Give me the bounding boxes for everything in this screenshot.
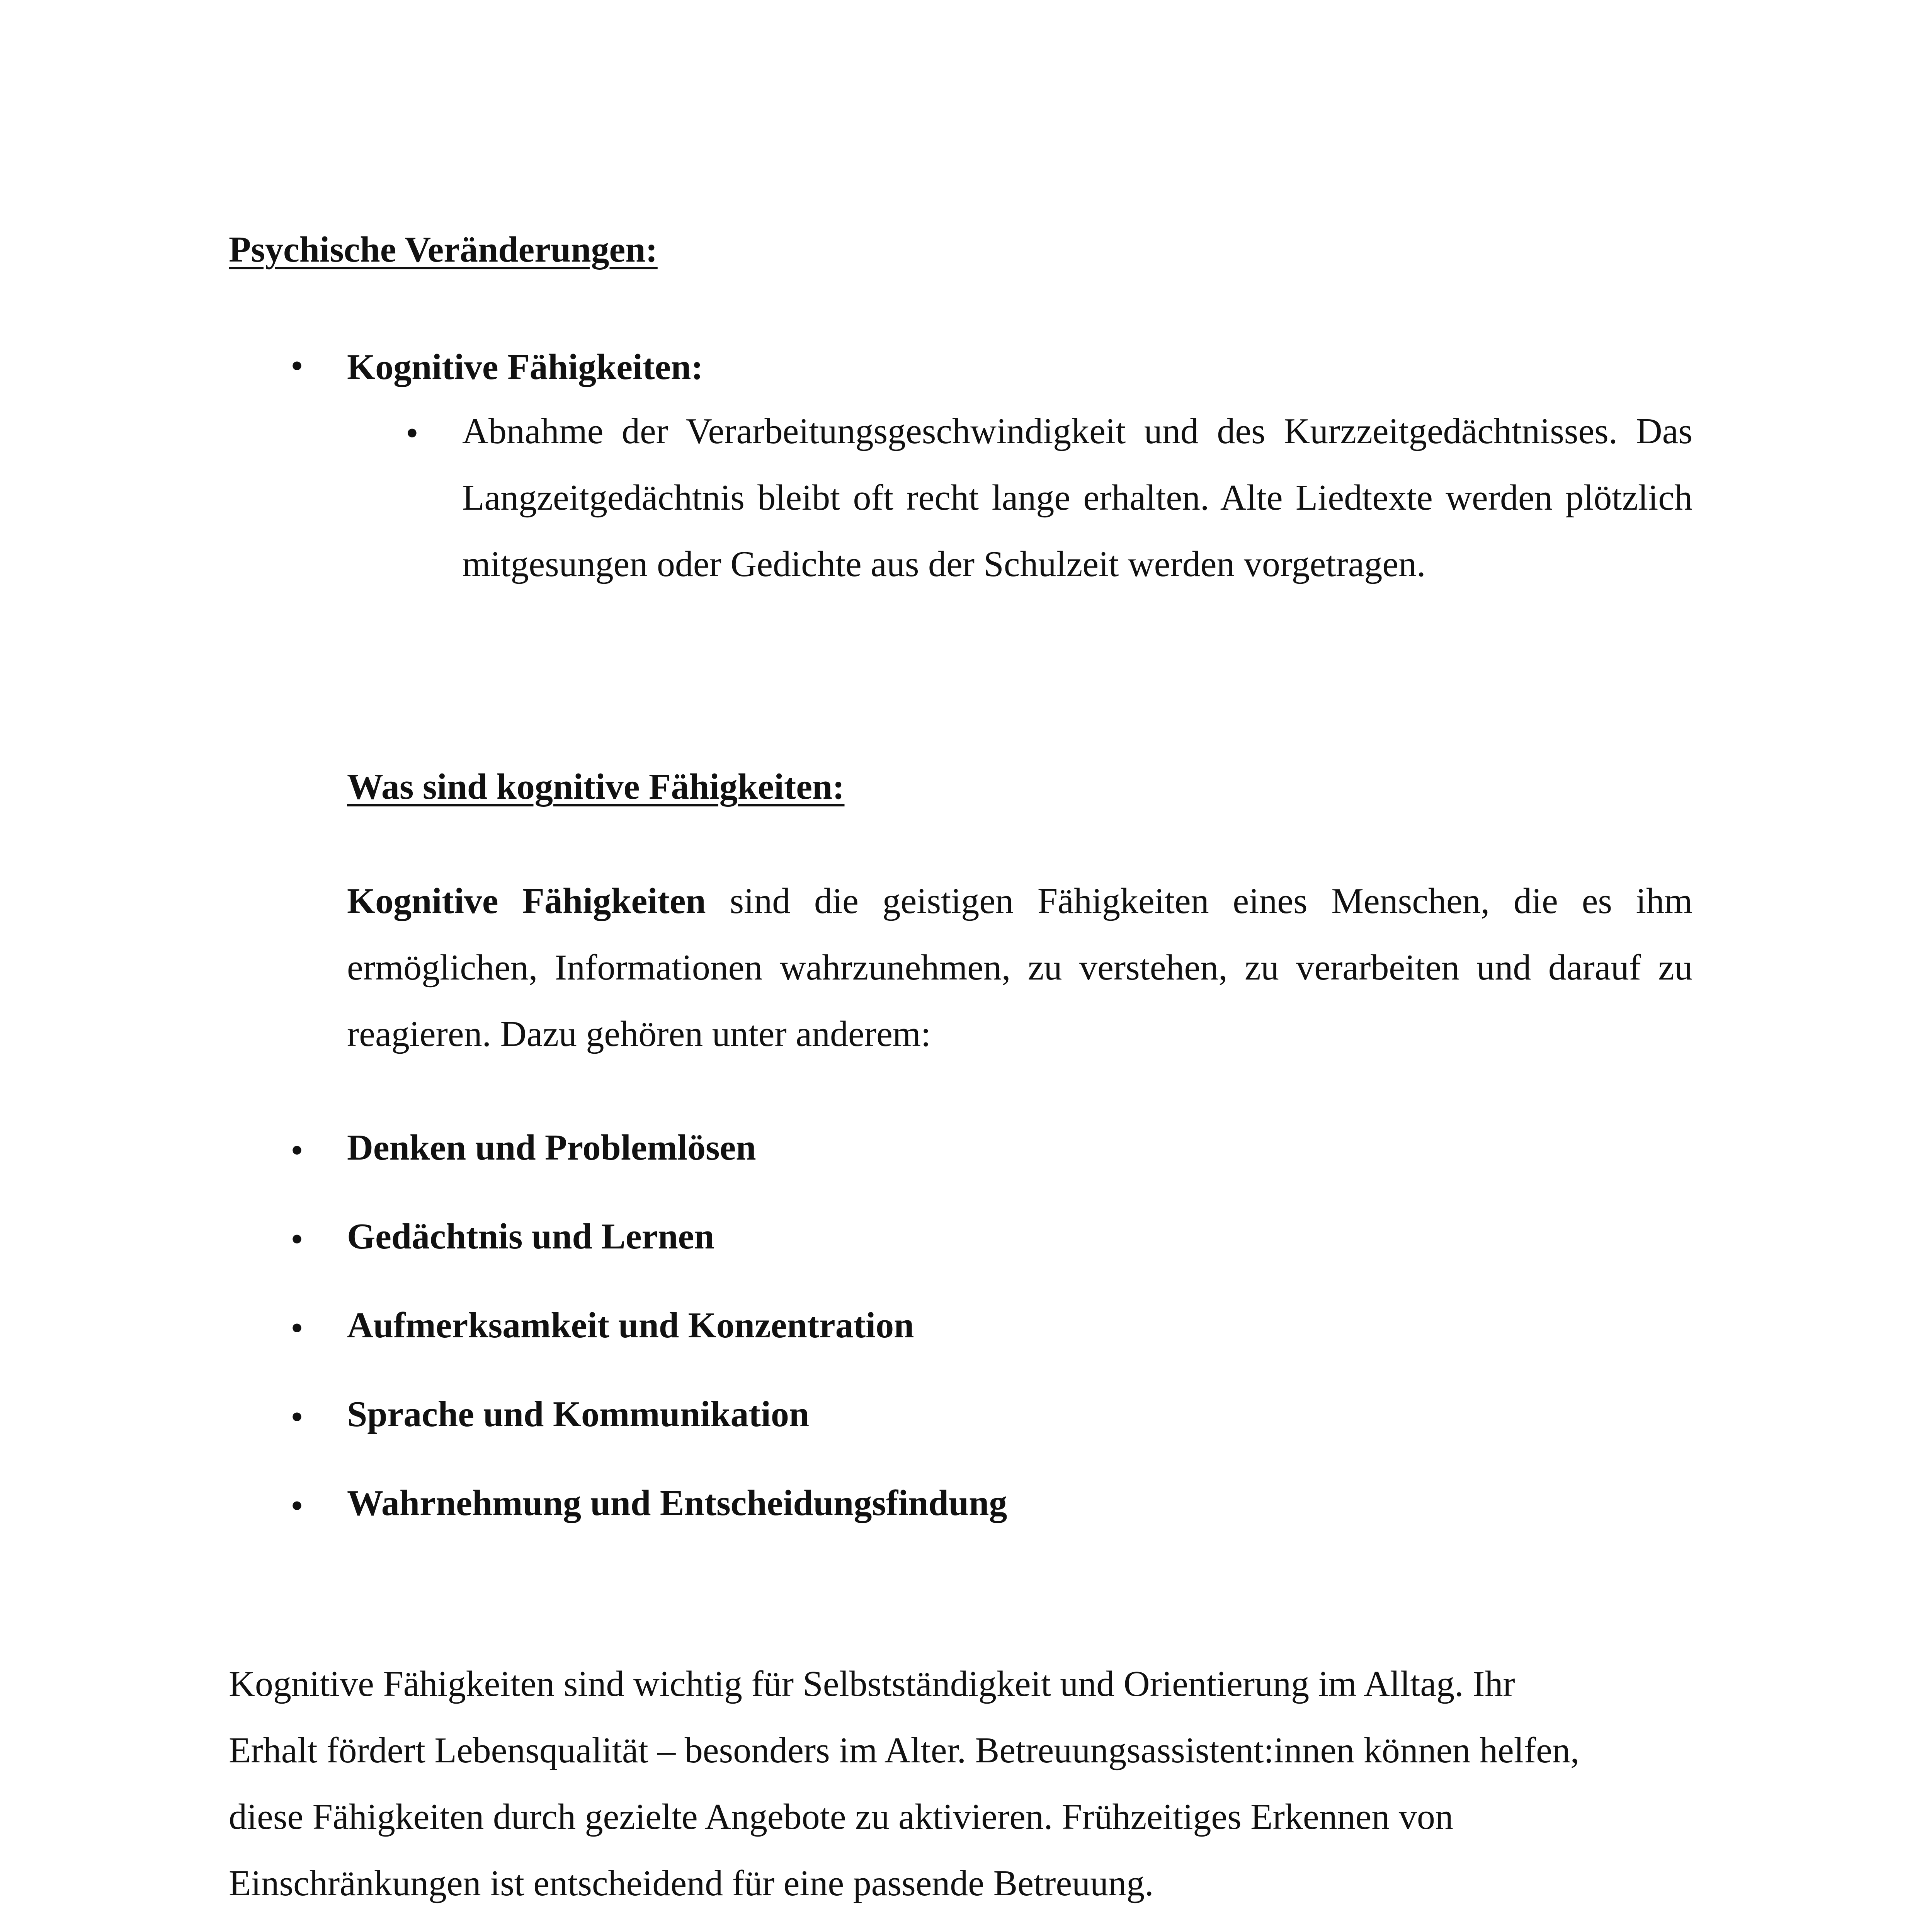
bullet-icon: • — [291, 1130, 303, 1170]
summary-line: Kognitive Fähigkeiten sind wichtig für Selbstständigkeit und Orientierung im Alltag. Ihr — [229, 1664, 1515, 1704]
bullet-icon: • — [291, 1308, 303, 1348]
list-item: Sprache und Kommunikation — [347, 1394, 810, 1434]
list-item: Gedächtnis und Lernen — [347, 1216, 714, 1257]
section-heading: Psychische Veränderungen: — [229, 230, 658, 270]
list-item: Denken und Problemlösen — [347, 1128, 756, 1168]
summary-line: Erhalt fördert Lebensqualität – besonders im Alter. Betreuungsassistent:innen können helfen, — [229, 1730, 1580, 1770]
bullet-icon: • — [291, 346, 303, 386]
definition-heading: Was sind kognitive Fähigkeiten: — [347, 767, 845, 807]
bullet-icon: • — [406, 413, 418, 453]
summary-line: Einschränkungen ist entscheidend für eine passende Betreuung. — [229, 1863, 1154, 1903]
bullet-icon: • — [291, 1397, 303, 1437]
cognitive-sub-bullet: Abnahme der Verarbeitungsgeschwindigkeit und des Kurzzeitgedächtnisses. Das Langzeitgedächtnis bleibt oft recht lange erhalten. Alte Liedtexte werden plötzlich mitgesungen oder Gedichte aus der Schulzeit werden vorgetragen. — [462, 411, 1692, 584]
cognitive-label: Kognitive Fähigkeiten: — [347, 347, 703, 387]
bullet-icon: • — [291, 1486, 303, 1526]
definition-term: Kognitive Fähigkeiten — [347, 881, 706, 921]
bullet-icon: • — [291, 1219, 303, 1259]
summary-line: diese Fähigkeiten durch gezielte Angebote zu aktivieren. Frühzeitiges Erkennen von — [229, 1797, 1453, 1837]
definition-text: sind die geistigen Fähigkeiten eines Menschen, die es ihm ermöglichen, Informationen wahrzunehmen, zu verstehen, zu verarbeiten und darauf zu reagieren. Dazu gehören unter anderem: — [347, 881, 1693, 1054]
definition-paragraph — [347, 868, 1692, 1067]
list-item: Wahrnehmung und Entscheidungsfindung — [347, 1483, 1007, 1523]
list-item: Aufmerksamkeit und Konzentration — [347, 1305, 914, 1345]
